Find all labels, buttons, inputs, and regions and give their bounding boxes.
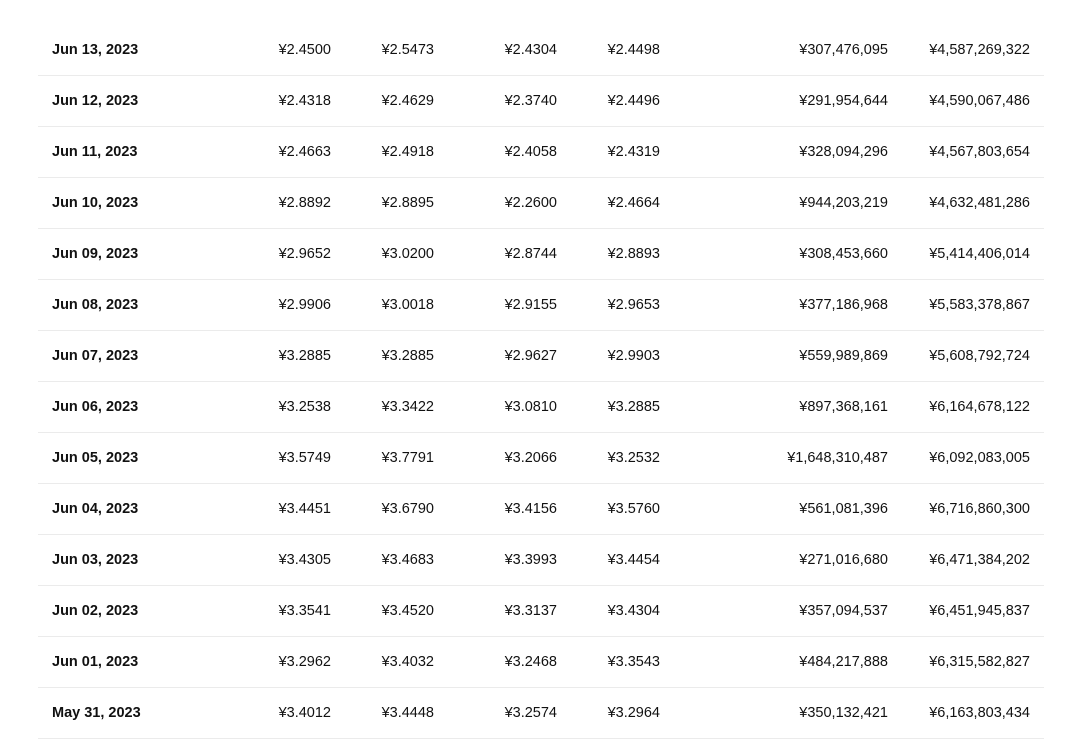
low-price-cell: ¥3.2468 bbox=[504, 654, 557, 670]
close-price-cell: ¥2.9653 bbox=[607, 297, 660, 313]
table-row bbox=[38, 484, 1044, 535]
close-price-cell: ¥2.9903 bbox=[607, 348, 660, 364]
high-price-cell: ¥3.0200 bbox=[381, 246, 434, 262]
low-price-cell: ¥2.4304 bbox=[504, 42, 557, 58]
open-price-cell: ¥2.4663 bbox=[278, 144, 331, 160]
open-price-cell: ¥3.2885 bbox=[278, 348, 331, 364]
open-price-cell: ¥3.3541 bbox=[278, 603, 331, 619]
low-price-cell: ¥2.4058 bbox=[504, 144, 557, 160]
volume-cell: ¥377,186,968 bbox=[799, 297, 888, 313]
date-cell: Jun 06, 2023 bbox=[52, 399, 139, 415]
date-cell: Jun 09, 2023 bbox=[52, 246, 139, 262]
high-price-cell: ¥3.0018 bbox=[381, 297, 434, 313]
low-price-cell: ¥3.0810 bbox=[504, 399, 557, 415]
date-cell: Jun 01, 2023 bbox=[52, 654, 139, 670]
close-price-cell: ¥2.4319 bbox=[607, 144, 660, 160]
date-cell: Jun 08, 2023 bbox=[52, 297, 139, 313]
market-cap-cell: ¥6,716,860,300 bbox=[929, 501, 1030, 517]
table-row bbox=[38, 433, 1044, 484]
close-price-cell: ¥3.5760 bbox=[607, 501, 660, 517]
open-price-cell: ¥2.9906 bbox=[278, 297, 331, 313]
table-row bbox=[38, 25, 1044, 76]
high-price-cell: ¥3.4032 bbox=[381, 654, 434, 670]
date-cell: Jun 07, 2023 bbox=[52, 348, 139, 364]
open-price-cell: ¥2.9652 bbox=[278, 246, 331, 262]
open-price-cell: ¥3.2962 bbox=[278, 654, 331, 670]
volume-cell: ¥308,453,660 bbox=[799, 246, 888, 262]
date-cell: Jun 11, 2023 bbox=[52, 144, 138, 160]
high-price-cell: ¥2.4918 bbox=[381, 144, 434, 160]
high-price-cell: ¥3.4683 bbox=[381, 552, 434, 568]
volume-cell: ¥271,016,680 bbox=[799, 552, 888, 568]
table-row bbox=[38, 382, 1044, 433]
close-price-cell: ¥3.2885 bbox=[607, 399, 660, 415]
low-price-cell: ¥2.3740 bbox=[504, 93, 557, 109]
date-cell: Jun 04, 2023 bbox=[52, 501, 139, 517]
volume-cell: ¥484,217,888 bbox=[799, 654, 888, 670]
market-cap-cell: ¥6,163,803,434 bbox=[929, 705, 1030, 721]
table-row bbox=[38, 637, 1044, 688]
table-row bbox=[38, 535, 1044, 586]
low-price-cell: ¥2.9155 bbox=[504, 297, 557, 313]
volume-cell: ¥559,989,869 bbox=[799, 348, 888, 364]
close-price-cell: ¥2.4496 bbox=[607, 93, 660, 109]
table-row bbox=[38, 127, 1044, 178]
volume-cell: ¥350,132,421 bbox=[799, 705, 888, 721]
volume-cell: ¥944,203,219 bbox=[799, 195, 888, 211]
market-cap-cell: ¥5,608,792,724 bbox=[929, 348, 1030, 364]
date-cell: Jun 12, 2023 bbox=[52, 93, 139, 109]
high-price-cell: ¥2.4629 bbox=[381, 93, 434, 109]
low-price-cell: ¥3.3137 bbox=[504, 603, 557, 619]
volume-cell: ¥561,081,396 bbox=[799, 501, 888, 517]
open-price-cell: ¥3.2538 bbox=[278, 399, 331, 415]
high-price-cell: ¥3.2885 bbox=[381, 348, 434, 364]
table-row bbox=[38, 331, 1044, 382]
low-price-cell: ¥3.4156 bbox=[504, 501, 557, 517]
close-price-cell: ¥3.4304 bbox=[607, 603, 660, 619]
volume-cell: ¥291,954,644 bbox=[799, 93, 888, 109]
market-cap-cell: ¥6,092,083,005 bbox=[929, 450, 1030, 466]
date-cell: May 31, 2023 bbox=[52, 705, 141, 721]
volume-cell: ¥357,094,537 bbox=[799, 603, 888, 619]
low-price-cell: ¥3.3993 bbox=[504, 552, 557, 568]
table-row bbox=[38, 178, 1044, 229]
table-row bbox=[38, 688, 1044, 739]
open-price-cell: ¥3.4451 bbox=[278, 501, 331, 517]
volume-cell: ¥1,648,310,487 bbox=[787, 450, 888, 466]
market-cap-cell: ¥4,567,803,654 bbox=[929, 144, 1030, 160]
high-price-cell: ¥2.8895 bbox=[381, 195, 434, 211]
open-price-cell: ¥2.4500 bbox=[278, 42, 331, 58]
market-cap-cell: ¥4,632,481,286 bbox=[929, 195, 1030, 211]
volume-cell: ¥897,368,161 bbox=[799, 399, 888, 415]
open-price-cell: ¥3.4305 bbox=[278, 552, 331, 568]
date-cell: Jun 10, 2023 bbox=[52, 195, 139, 211]
open-price-cell: ¥3.5749 bbox=[278, 450, 331, 466]
table-row bbox=[38, 280, 1044, 331]
open-price-cell: ¥2.4318 bbox=[278, 93, 331, 109]
high-price-cell: ¥3.7791 bbox=[381, 450, 434, 466]
date-cell: Jun 03, 2023 bbox=[52, 552, 139, 568]
market-cap-cell: ¥4,590,067,486 bbox=[929, 93, 1030, 109]
low-price-cell: ¥3.2574 bbox=[504, 705, 557, 721]
high-price-cell: ¥3.6790 bbox=[381, 501, 434, 517]
low-price-cell: ¥2.2600 bbox=[504, 195, 557, 211]
date-cell: Jun 05, 2023 bbox=[52, 450, 139, 466]
date-cell: Jun 02, 2023 bbox=[52, 603, 139, 619]
table-row bbox=[38, 229, 1044, 280]
high-price-cell: ¥3.4448 bbox=[381, 705, 434, 721]
market-cap-cell: ¥4,587,269,322 bbox=[929, 42, 1030, 58]
market-cap-cell: ¥6,164,678,122 bbox=[929, 399, 1030, 415]
open-price-cell: ¥2.8892 bbox=[278, 195, 331, 211]
high-price-cell: ¥3.3422 bbox=[381, 399, 434, 415]
table-row bbox=[38, 586, 1044, 637]
high-price-cell: ¥3.4520 bbox=[381, 603, 434, 619]
volume-cell: ¥307,476,095 bbox=[799, 42, 888, 58]
market-cap-cell: ¥5,414,406,014 bbox=[929, 246, 1030, 262]
date-cell: Jun 13, 2023 bbox=[52, 42, 139, 58]
low-price-cell: ¥3.2066 bbox=[504, 450, 557, 466]
table-row bbox=[38, 76, 1044, 127]
close-price-cell: ¥2.8893 bbox=[607, 246, 660, 262]
low-price-cell: ¥2.9627 bbox=[504, 348, 557, 364]
close-price-cell: ¥2.4498 bbox=[607, 42, 660, 58]
market-cap-cell: ¥6,471,384,202 bbox=[929, 552, 1030, 568]
close-price-cell: ¥3.3543 bbox=[607, 654, 660, 670]
low-price-cell: ¥2.8744 bbox=[504, 246, 557, 262]
high-price-cell: ¥2.5473 bbox=[381, 42, 434, 58]
close-price-cell: ¥3.4454 bbox=[607, 552, 660, 568]
close-price-cell: ¥3.2964 bbox=[607, 705, 660, 721]
volume-cell: ¥328,094,296 bbox=[799, 144, 888, 160]
close-price-cell: ¥2.4664 bbox=[607, 195, 660, 211]
open-price-cell: ¥3.4012 bbox=[278, 705, 331, 721]
market-cap-cell: ¥6,451,945,837 bbox=[929, 603, 1030, 619]
price-history-table bbox=[38, 25, 1044, 739]
market-cap-cell: ¥6,315,582,827 bbox=[929, 654, 1030, 670]
market-cap-cell: ¥5,583,378,867 bbox=[929, 297, 1030, 313]
close-price-cell: ¥3.2532 bbox=[607, 450, 660, 466]
